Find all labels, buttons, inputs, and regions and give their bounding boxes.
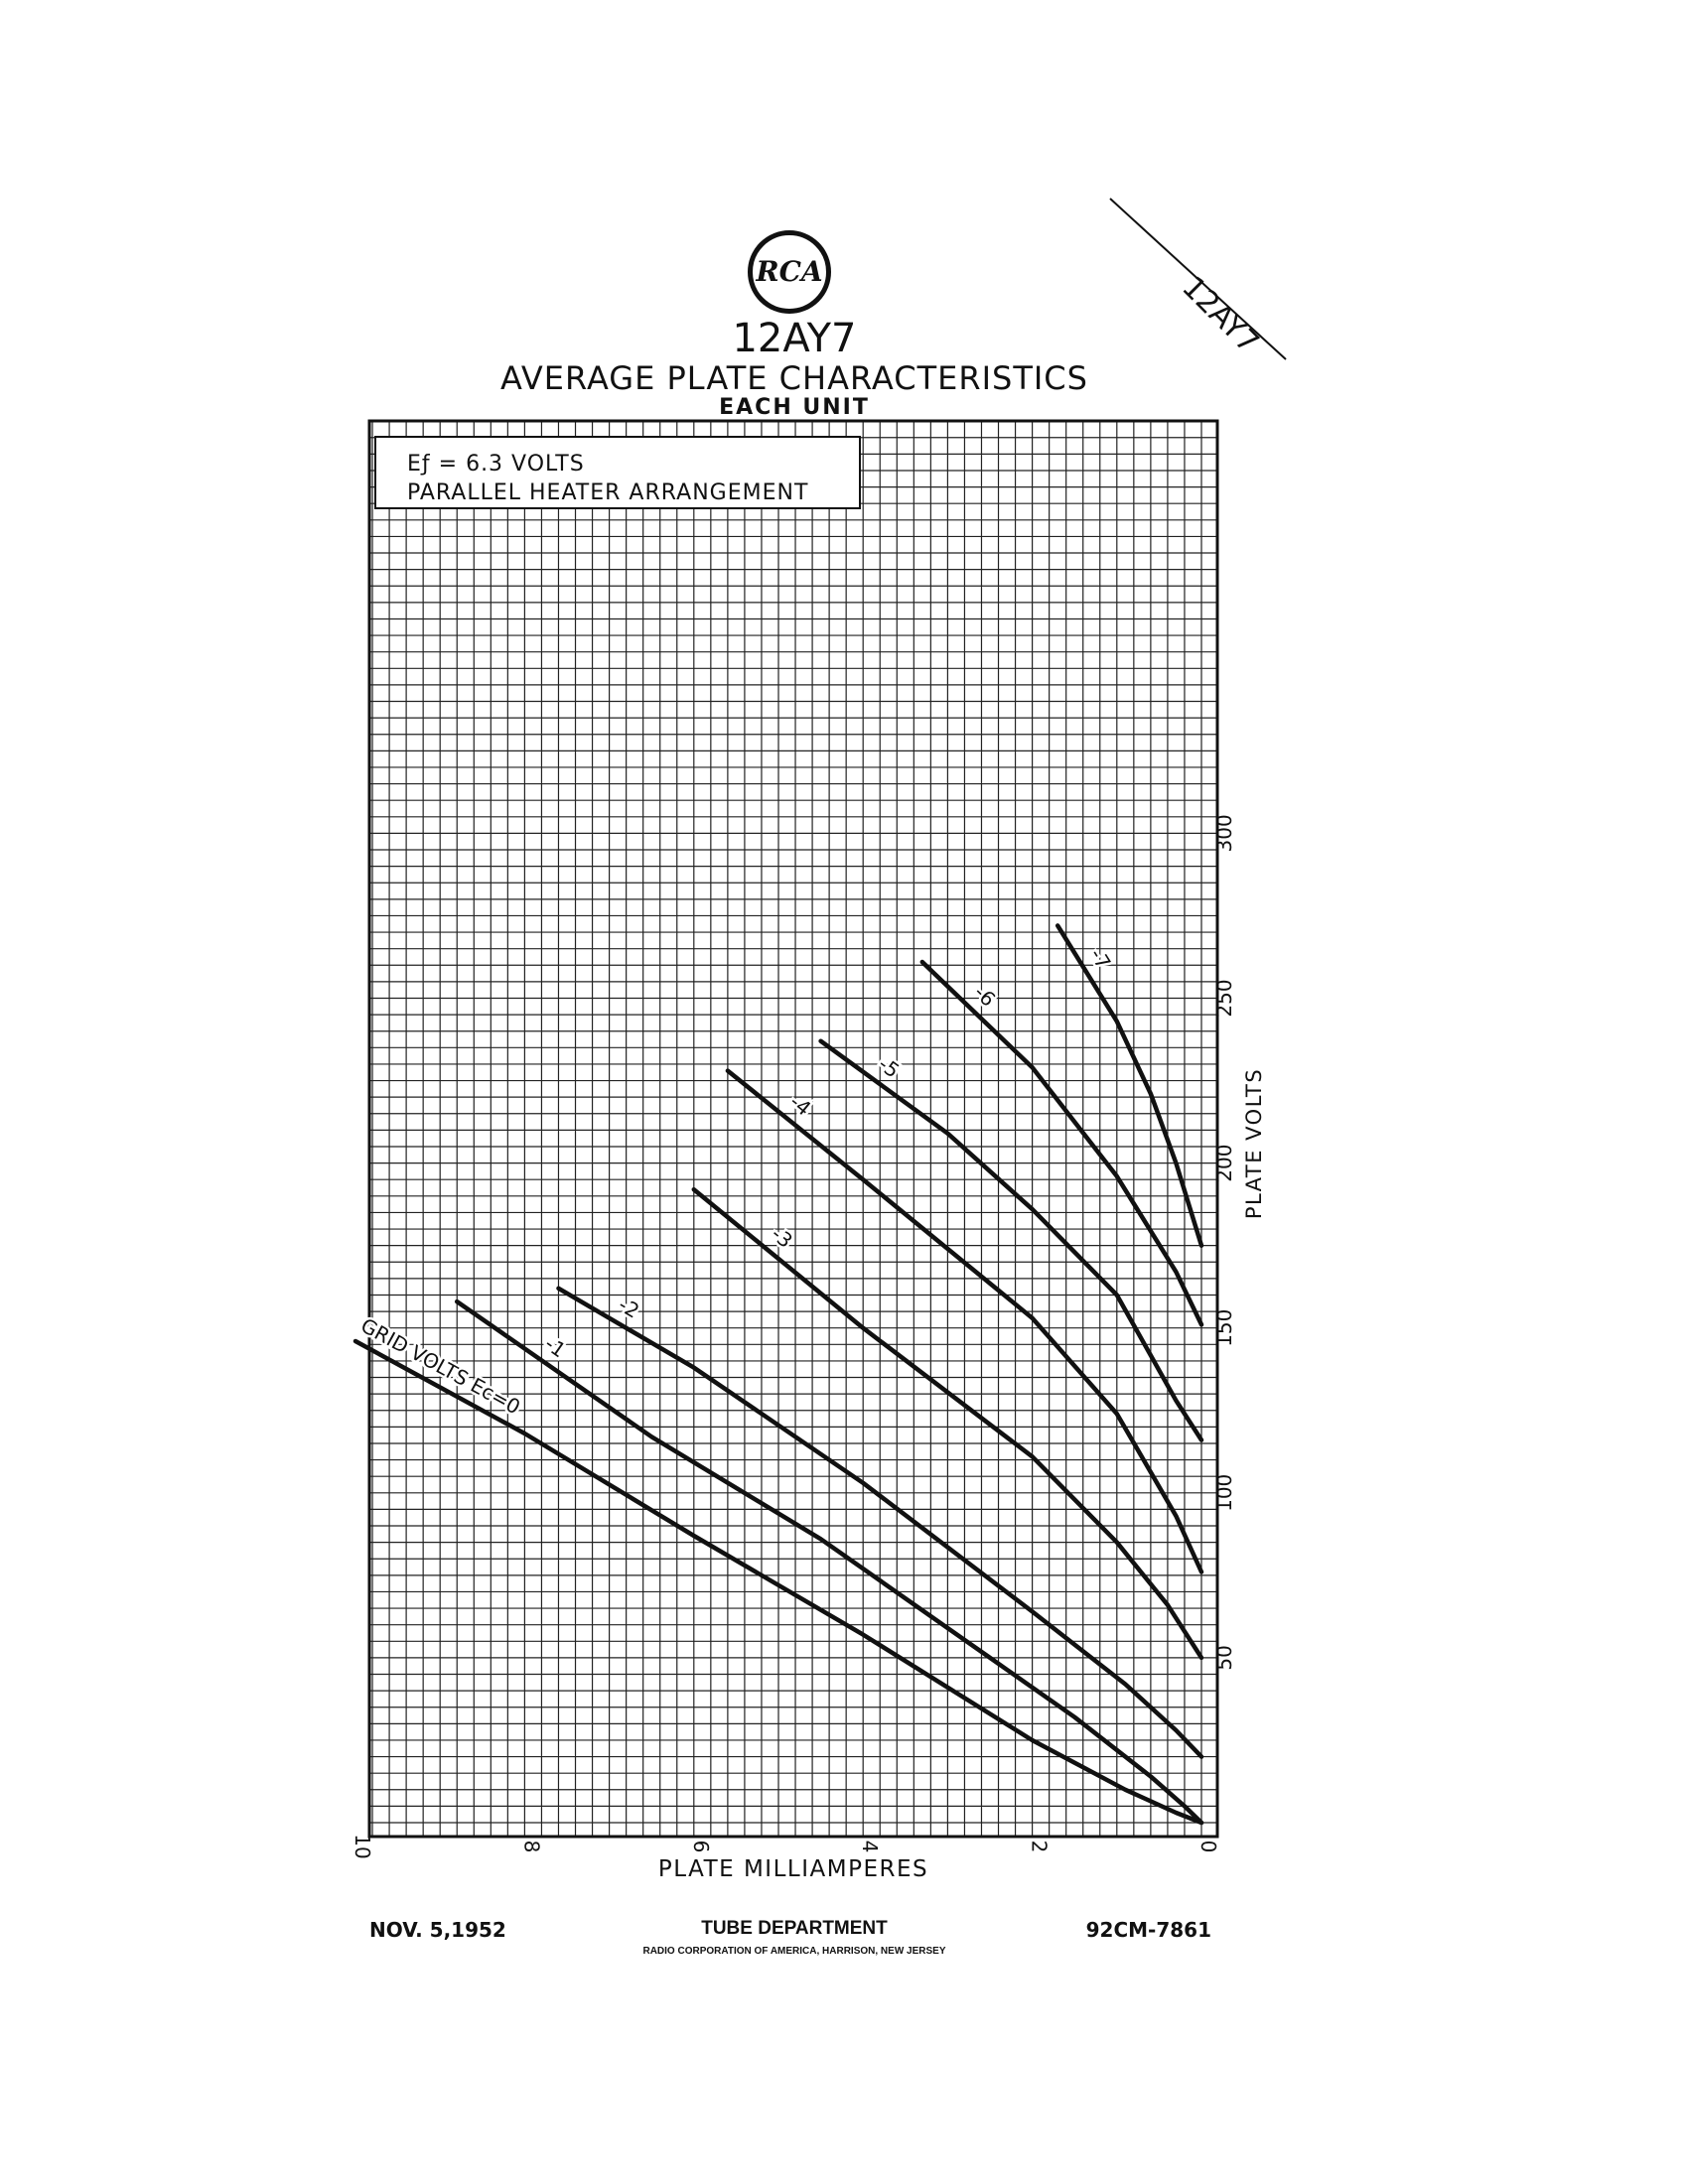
x-tick-label-8: 8 [519, 1840, 544, 1853]
y-tick-label-100: 100 [1212, 1473, 1236, 1512]
tube-type-heading: 12AY7 [732, 316, 857, 361]
y-tick-label-150: 150 [1212, 1308, 1236, 1347]
y-tick-label-300: 300 [1212, 814, 1236, 853]
chart-title: AVERAGE PLATE CHARACTERISTICS [500, 359, 1088, 397]
chart-subtitle: EACH UNIT [719, 395, 870, 420]
x-tick-label-10: 10 [351, 1834, 374, 1859]
heater-note-box [375, 437, 860, 508]
y-axis-label: PLATE VOLTS [1242, 1067, 1266, 1220]
x-tick-label-0: 0 [1196, 1840, 1220, 1853]
curve-label--7: -7 [1084, 943, 1116, 974]
heater-note-line-1: Eƒ = 6.3 VOLTS [407, 452, 585, 477]
y-tick-label-200: 200 [1212, 1144, 1236, 1182]
y-tick-label-50: 50 [1212, 1645, 1236, 1671]
x-tick-label-2: 2 [1027, 1840, 1052, 1853]
curve-label--3: -3 [767, 1221, 797, 1253]
footer-drawing-code: 92CM-7861 [1085, 1918, 1211, 1942]
x-tick-label-6: 6 [688, 1840, 713, 1853]
heater-note-line-2: PARALLEL HEATER ARRANGEMENT [407, 480, 809, 505]
rca-logo: RCA [748, 230, 831, 314]
plate-curve-grid--5 [821, 1041, 1201, 1440]
curve-label--2: -2 [614, 1292, 644, 1323]
footer-date: NOV. 5,1952 [369, 1918, 506, 1942]
curve-label--1: -1 [540, 1331, 571, 1363]
footer-company: RADIO CORPORATION OF AMERICA, HARRISON, NEW JERSEY [642, 1946, 946, 1957]
corner-tube-tag: 12AY7 [1175, 269, 1266, 361]
x-tick-label-4: 4 [858, 1840, 883, 1853]
curve-label--5: -5 [874, 1051, 905, 1083]
curve-label-0: GRID VOLTS Ec=0 [356, 1312, 525, 1420]
minor-grid [369, 421, 1217, 1837]
footer-department: TUBE DEPARTMENT [701, 1918, 888, 1939]
y-tick-label-250: 250 [1212, 979, 1236, 1018]
x-axis-label: PLATE MILLIAMPERES [657, 1856, 929, 1882]
curve-label--6: -6 [969, 980, 1001, 1012]
curve-label--4: -4 [784, 1089, 816, 1121]
